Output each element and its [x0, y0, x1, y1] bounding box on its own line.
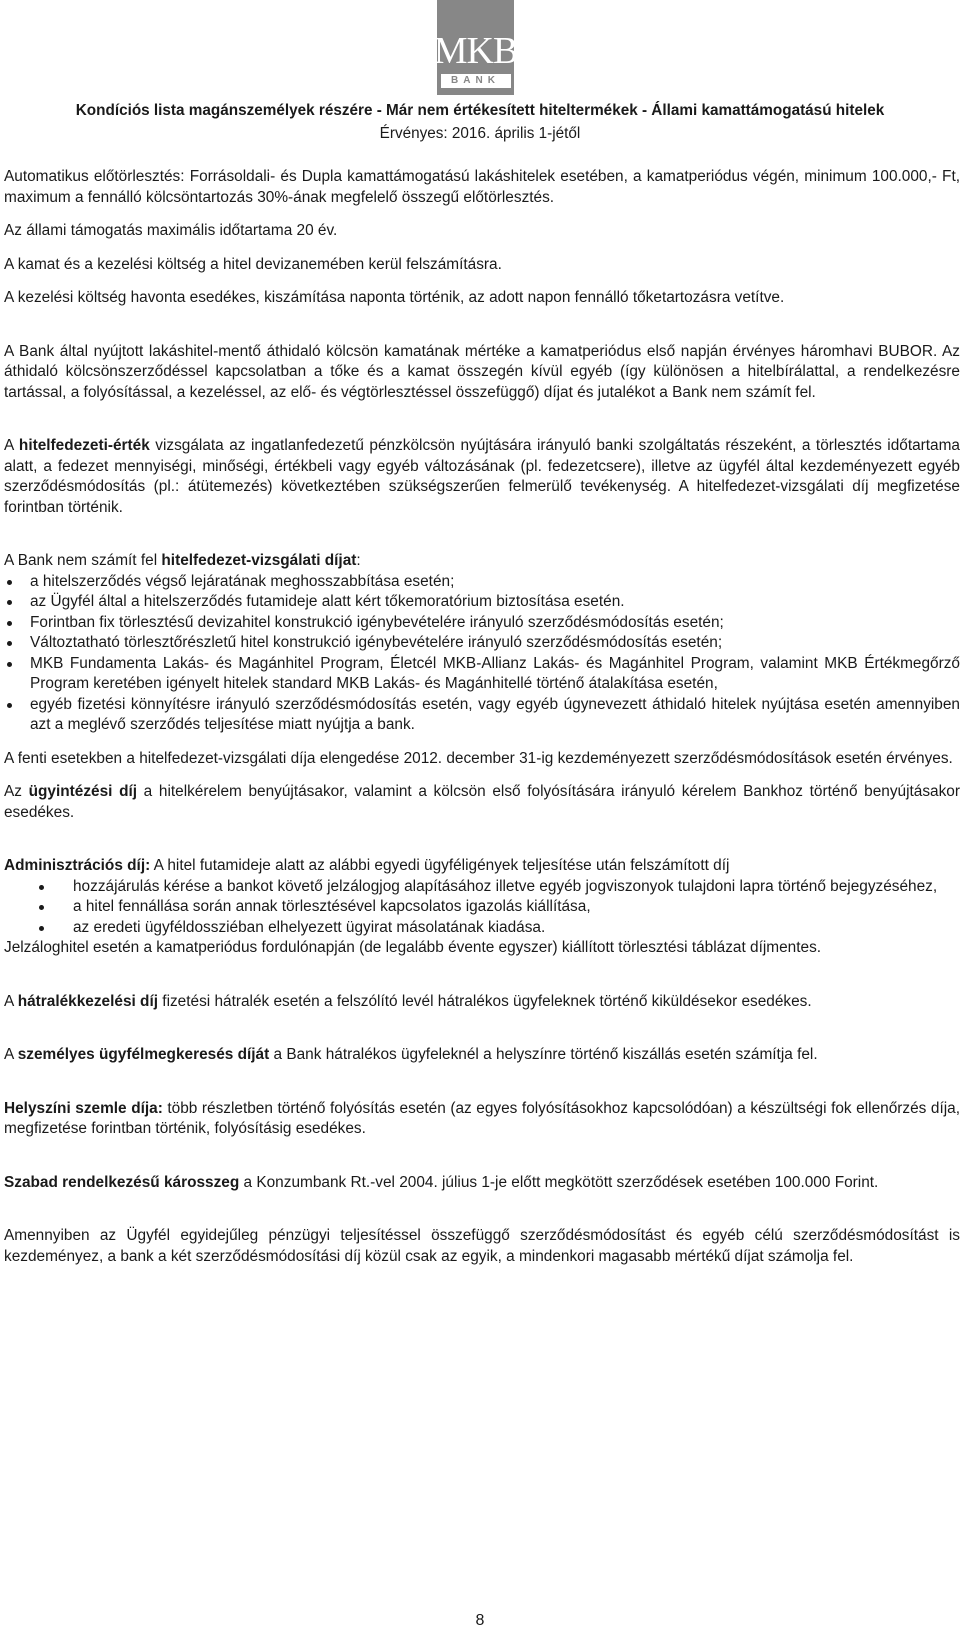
paragraph-bridging-loan: A Bank által nyújtott lakáshitel-mentő áthidaló kölcsön kamatának mértéke a kamatperiódus első napján érvényes háromhavi BUBOR. Az áthidaló kölcsönszerződéssel kapcsolatban a tőke és a kamat összegén kívül egyéb (így különösen a hitelbírálattal, a rendelkezésre tartással, a folyósítással, a kezeléssel, az elő- és végtörlesztéssel összefüggő) díjat és jutalékot a Bank nem számít fel.: [4, 342, 960, 401]
document-body: [4, 167, 960, 1280]
term-collateral-exam-fee: hitelfedezet-vizsgálati díjat: [161, 552, 357, 569]
list-item: az Ügyfél által a hitelszerződés futamideje alatt kért tőkemoratórium biztosítása esetén.: [4, 592, 960, 613]
paragraph-management-fee: A kezelési költség havonta esedékes, kiszámítása naponta történik, az adott napon fennálló tőketartozásra vetítve.: [4, 289, 785, 306]
paragraph-repayment-table: Jelzáloghitel esetén a kamatperiódus fordulónapján (de legalább évente egyszer) kiállított törlesztési táblázat díjmentes.: [4, 939, 822, 956]
term-collateral-value: hitelfedezeti-érték: [18, 437, 150, 454]
paragraph-collateral-value: A hitelfedezeti-érték vizsgálata az ingatlanfedezetű pénzkölcsön nyújtására irányuló banki szolgáltatás részeként, a törlesztés időtartama alatt, a fedezet mennyiségi, minőségi, értékbeli vagy egyéb változásának (pl. fedezetcsere), illetve az ügyfél által kezdeményezett egyéb szerződésmódosítás (pl.: átütemezés) következtében szükségszerűen felmerülő tevékenység. A hitelfedezet-vizsgálati díj megfizetése forintban történik.: [4, 437, 960, 516]
term-personal-visit-fee: személyes ügyfélmegkeresés díját: [17, 1046, 270, 1063]
paragraph-site-inspection-fee: Helyszíni szemle díja: több részletben történő folyósítás esetén (az egyes folyósításokhoz kapcsolódóan) a készültségi fok ellenőrzés díja, megfizetése forintban történik, folyósításig esedékes.: [4, 1099, 960, 1137]
term-admin-fee: Adminisztrációs díj:: [4, 857, 151, 874]
paragraph-arrears-fee: A hátralékkezelési díj fizetési hátralék esetén a felszólító levél hátralékos ügyfeleknek történő kiküldésekor esedékes.: [4, 992, 812, 1010]
term-processing-fee: ügyintézési díj: [28, 783, 138, 800]
paragraph-free-damage-amount: Szabad rendelkezésű károsszeg a Konzumbank Rt.-vel 2004. július 1-je előtt megkötött szerződések esetében 100.000 Forint.: [4, 1173, 879, 1191]
document-title: Kondíciós lista magánszemélyek részére - Már nem értékesített hiteltermékek - Állami kamattámogatású hitelek: [75, 102, 885, 119]
list-item: a hitel fennállása során annak törlesztésével kapcsolatos igazolás kiállítása,: [4, 897, 960, 918]
list-item: a hitelszerződés végső lejáratának meghosszabbítása esetén;: [4, 572, 960, 593]
term-free-damage-amount: Szabad rendelkezésű károsszeg: [4, 1173, 240, 1191]
list-item: Változtatható törlesztőrészletű hitel konstrukció igénybevételére irányuló szerződésmódosítás esetén;: [4, 633, 960, 654]
paragraph-admin-fee: Adminisztrációs díj: A hitel futamideje alatt az alábbi egyedi ügyféligények teljesítése után felszámított díj: [4, 857, 730, 874]
term-site-inspection-fee: Helyszíni szemle díja:: [4, 1099, 163, 1117]
page-number: 8: [475, 1612, 485, 1629]
term-arrears-fee: hátralékkezelési díj: [17, 992, 159, 1010]
list-fee-exemptions: [4, 572, 960, 736]
list-item: MKB Fundamenta Lakás- és Magánhitel Program, Életcél MKB-Allianz Lakás- és Magánhitel Program, valamint MKB Értékmegőrző Program keretében igényelt hitelek standard MKB Lakás- és Magánhitellé történő átalakítása esetén,: [4, 654, 960, 695]
list-admin-fee-items: [4, 877, 960, 939]
paragraph-processing-fee: Az ügyintézési díj a hitelkérelem benyújtásakor, valamint a kölcsön első folyósítására irányuló kérelem Bankhoz történő benyújtásakor esedékes.: [4, 783, 960, 821]
logo-sub: BANK: [441, 74, 511, 88]
mkb-bank-logo: [433, 0, 518, 95]
list-item: egyéb fizetési könnyítésre irányuló szerződésmódosítás esetén, vagy egyéb úgynevezett áthidaló hitelek nyújtása esetén amennyiben azt a meglévő szerződés teljesítése miatt nyújtja a bank.: [4, 695, 960, 736]
list-item: az eredeti ügyféldossziéban elhelyezett ügyirat másolatának kiadása.: [4, 918, 960, 939]
paragraph-personal-visit-fee: A személyes ügyfélmegkeresés díját a Bank hátralékos ügyfeleknél a helyszínre történő kiszállás esetén számítja fel.: [4, 1046, 818, 1063]
list-item: hozzájárulás kérése a bankot követő jelzálogjog alapításához illetve egyéb jogviszonyok tulajdoni lapra történő bejegyzéséhez,: [4, 877, 960, 898]
paragraph-multiple-modifications: Amennyiben az Ügyfél egyidejűleg pénzügyi teljesítéssel összefüggő szerződésmódosítást és egyéb célú szerződésmódosítást is kezdeményez, a bank a két szerződésmódosítási díj közül csak az egyik, a mindenkori magasabb mértékű díjat számolja fel.: [4, 1227, 960, 1265]
paragraph-exemption-validity: A fenti esetekben a hitelfedezet-vizsgálati díja elengedése 2012. december 31-ig kezdeményezett szerződésmódosítások esetén érvényes.: [4, 749, 953, 767]
list-item: Forintban fix törlesztésű devizahitel konstrukció igénybevételére irányuló szerződésmódosítás esetén;: [4, 613, 960, 634]
paragraph-automatic-prepayment: Automatikus előtörlesztés: Forrásoldali- és Dupla kamattámogatású lakáshitelek esetében, a kamatperiódus végén, minimum 100.000,- Ft, maximum a fennálló kölcsöntartozás 30%-ának megfelelő összegű előtörlesztés.: [4, 168, 960, 206]
paragraph-no-fee-intro: A Bank nem számít fel hitelfedezet-vizsgálati díjat:: [4, 552, 361, 569]
logo-brand: MKB: [433, 30, 518, 72]
paragraph-state-support-duration: Az állami támogatás maximális időtartama 20 év.: [4, 222, 338, 239]
document-validity-date: Érvényes: 2016. április 1-jétől: [379, 125, 581, 142]
paragraph-interest-currency: A kamat és a kezelési költség a hitel devizanemében kerül felszámításra.: [4, 255, 502, 273]
